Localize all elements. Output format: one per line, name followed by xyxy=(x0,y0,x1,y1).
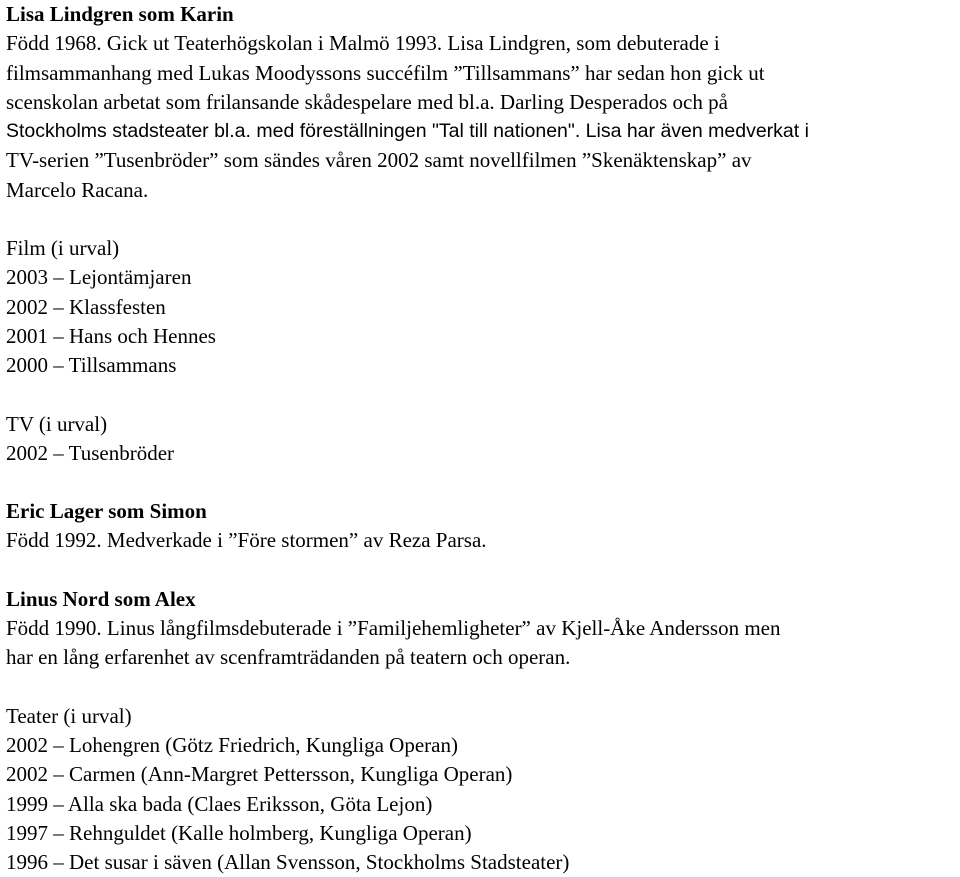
tv-item: 2002 – Tusenbröder xyxy=(6,440,175,465)
teater-item: 1999 – Alla ska bada (Claes Eriksson, Göta Lejon) xyxy=(6,791,433,816)
heading-simon: Eric Lager som Simon xyxy=(6,499,207,524)
paragraph-line: Född 1990. Linus långfilmsdebuterade i ”Familjehemligheter” av Kjell-Åke Andersson men xyxy=(6,616,781,641)
paragraph-line: Född 1992. Medverkade i ”Före stormen” av Reza Parsa. xyxy=(6,528,487,553)
section-tv xyxy=(6,410,954,469)
teater-item: 2002 – Lohengren (Götz Friedrich, Kungliga Operan) xyxy=(6,732,458,757)
heading-karin: Lisa Lindgren som Karin xyxy=(6,2,234,26)
paragraph-line: Född 1968. Gick ut Teaterhögskolan i Malmö 1993. Lisa Lindgren, som debuterade i xyxy=(6,31,720,56)
paragraph-line: TV-serien ”Tusenbröder” som sändes våren 2002 samt novellfilmen ”Skenäktenskap” av xyxy=(6,148,752,173)
paragraph-line: har en lång erfarenhet av scenframträdanden på teatern och operan. xyxy=(6,645,571,670)
teater-heading: Teater (i urval) xyxy=(6,703,132,728)
section-simon xyxy=(6,497,954,556)
tv-heading: TV (i urval) xyxy=(6,411,108,436)
teater-item: 1997 – Rehnguldet (Kalle holmberg, Kungliga Operan) xyxy=(6,820,472,845)
film-item: 2003 – Lejontämjaren xyxy=(6,265,192,290)
paragraph-line: Stockholms stadsteater bl.a. med föreställningen "Tal till nationen". Lisa har även medverkat i xyxy=(6,120,809,143)
heading-alex: Linus Nord som Alex xyxy=(6,586,196,611)
teater-item: 1996 – Det susar i säven (Allan Svensson, Stockholms Stadsteater) xyxy=(6,850,570,875)
film-item: 2000 – Tillsammans xyxy=(6,353,177,378)
teater-item: 2002 – Carmen (Ann-Margret Pettersson, Kungliga Operan) xyxy=(6,762,513,787)
section-karin xyxy=(6,0,954,205)
paragraph-line: Marcelo Racana. xyxy=(6,177,149,202)
film-heading: Film (i urval) xyxy=(6,236,120,261)
film-item: 2001 – Hans och Hennes xyxy=(6,323,216,348)
film-item: 2002 – Klassfesten xyxy=(6,294,166,319)
paragraph-line: scenskolan arbetat som frilansande skådespelare med bl.a. Darling Desperados och på xyxy=(6,89,728,114)
section-alex xyxy=(6,585,954,673)
section-film xyxy=(6,234,954,380)
section-teater xyxy=(6,702,954,877)
paragraph-line: filmsammanhang med Lukas Moodyssons succéfilm ”Tillsammans” har sedan hon gick ut xyxy=(6,60,765,85)
